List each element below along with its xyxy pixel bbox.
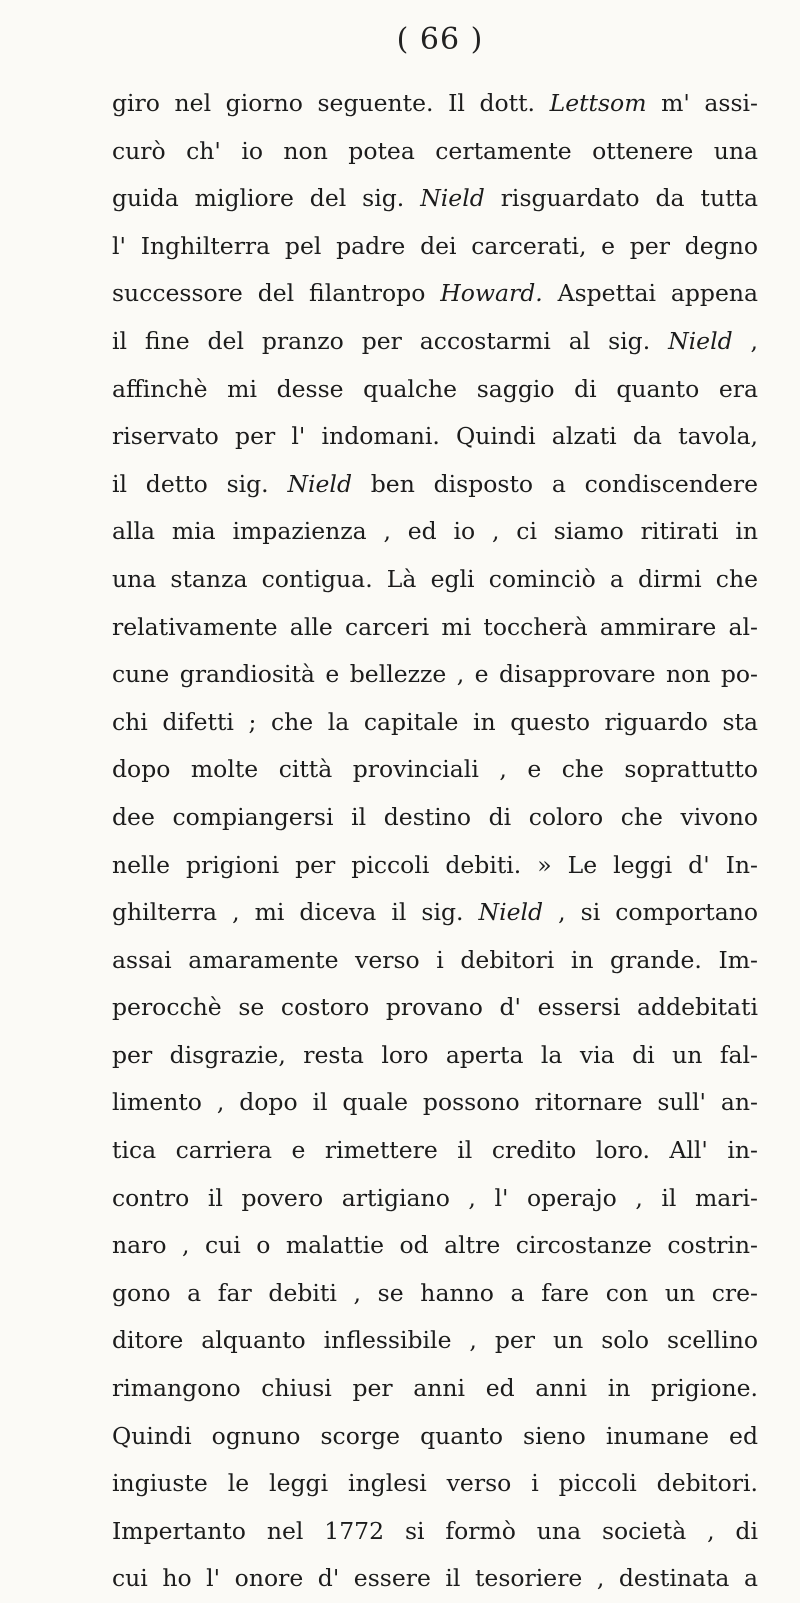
text-run: rimangono chiusi per anni ed anni in prigione. xyxy=(112,1374,758,1403)
text-run: relativamente alle carceri mi toccherà ammirare al- xyxy=(112,612,758,641)
text-run: ghilterra , mi diceva il sig. xyxy=(112,898,479,927)
text-line xyxy=(112,223,758,271)
text-run: riservato per l' indomani. Quindi alzati da tavola, xyxy=(112,422,758,451)
text-line xyxy=(112,1555,758,1603)
text-line xyxy=(112,508,758,556)
text-run: m' assi- xyxy=(646,89,758,117)
text-run: assai amaramente verso i debitori in grande. Im- xyxy=(112,945,758,974)
text-run: cui ho l' onore d' essere il tesoriere , destinata a xyxy=(112,1564,758,1593)
text-run: ingiuste le leggi inglesi verso i piccoli debitori. xyxy=(112,1469,758,1498)
text-run: Quindi ognuno scorge quanto sieno inumane ed xyxy=(112,1421,758,1450)
text-line xyxy=(112,1175,758,1223)
text-line xyxy=(112,842,758,890)
text-run: l' Inghilterra pel padre dei carcerati, e per degno xyxy=(112,231,758,260)
text-run: ditore alquanto inflessibile , per un solo scellino xyxy=(112,1326,758,1355)
text-run: guida migliore del sig. xyxy=(112,184,421,213)
text-line xyxy=(112,1508,758,1556)
text-line xyxy=(112,1079,758,1127)
text-line xyxy=(112,1317,758,1365)
italic-name: Howard. xyxy=(440,279,543,308)
text-run: una stanza contigua. Là egli cominciò a dirmi che xyxy=(112,564,758,593)
text-run: giro nel giorno seguente. Il dott. xyxy=(112,89,550,117)
text-line xyxy=(112,604,758,652)
text-line xyxy=(112,1413,758,1461)
text-run: successore del filantropo xyxy=(112,279,441,308)
text-line xyxy=(112,1460,758,1508)
text-run: , xyxy=(732,326,758,355)
text-line xyxy=(112,366,758,414)
text-run: , si comportano xyxy=(543,898,758,927)
text-line xyxy=(112,1032,758,1080)
text-run: dee compiangersi il destino di coloro che vivono xyxy=(112,802,758,831)
text-run: naro , cui o malattie od altre circostanze costrin- xyxy=(112,1231,758,1260)
text-line xyxy=(112,318,758,366)
text-line xyxy=(112,1270,758,1318)
text-run: limento , dopo il quale possono ritornare sull' an- xyxy=(112,1088,758,1117)
text-line xyxy=(112,699,758,747)
text-run: il detto sig. xyxy=(112,469,288,498)
text-run: chi difetti ; che la capitale in questo riguardo sta xyxy=(112,707,758,736)
text-line xyxy=(112,1222,758,1270)
italic-name: Nield xyxy=(420,184,485,213)
text-line xyxy=(112,270,758,318)
text-line xyxy=(112,461,758,509)
text-run: contro il povero artigiano , l' operajo , il mari- xyxy=(112,1183,758,1212)
text-line xyxy=(112,746,758,794)
body-text xyxy=(112,80,758,1603)
text-line xyxy=(112,651,758,699)
text-line xyxy=(112,794,758,842)
text-run: Impertanto nel 1772 si formò una società , di xyxy=(112,1516,758,1545)
text-line xyxy=(112,175,758,223)
text-run: curò ch' io non potea certamente ottenere una xyxy=(112,136,758,165)
text-line xyxy=(112,1365,758,1413)
italic-name: Nield xyxy=(478,898,544,927)
text-run: perocchè se costoro provano d' essersi addebitati xyxy=(112,993,758,1022)
text-run: ben disposto a condiscendere xyxy=(351,469,758,498)
italic-name: Lettsom xyxy=(549,89,647,117)
text-line xyxy=(112,889,758,937)
italic-name: Nield xyxy=(668,326,733,355)
text-run: Aspettai appena xyxy=(542,279,759,308)
italic-name: Nield xyxy=(287,469,352,498)
text-line xyxy=(112,80,758,128)
page-number: ( 66 ) xyxy=(396,22,484,57)
text-run: nelle prigioni per piccoli debiti. » Le leggi d' In- xyxy=(112,850,758,879)
text-run: per disgrazie, resta loro aperta la via di un fal- xyxy=(112,1040,758,1069)
text-line xyxy=(112,937,758,985)
text-line xyxy=(112,128,758,176)
text-line xyxy=(112,413,758,461)
text-run: affinchè mi desse qualche saggio di quanto era xyxy=(112,374,758,403)
text-run: gono a far debiti , se hanno a fare con un cre- xyxy=(112,1278,758,1307)
text-run: il fine del pranzo per accostarmi al sig. xyxy=(112,326,669,355)
text-line xyxy=(112,556,758,604)
text-run: alla mia impazienza , ed io , ci siamo ritirati in xyxy=(112,517,758,546)
text-run: cune grandiosità e bellezze , e disapprovare non po- xyxy=(112,660,758,689)
text-run: dopo molte città provinciali , e che soprattutto xyxy=(112,755,758,784)
text-run: risguardato da tutta xyxy=(484,184,758,213)
text-run: tica carriera e rimettere il credito loro. All' in- xyxy=(112,1136,758,1165)
text-line xyxy=(112,1127,758,1175)
text-line xyxy=(112,984,758,1032)
